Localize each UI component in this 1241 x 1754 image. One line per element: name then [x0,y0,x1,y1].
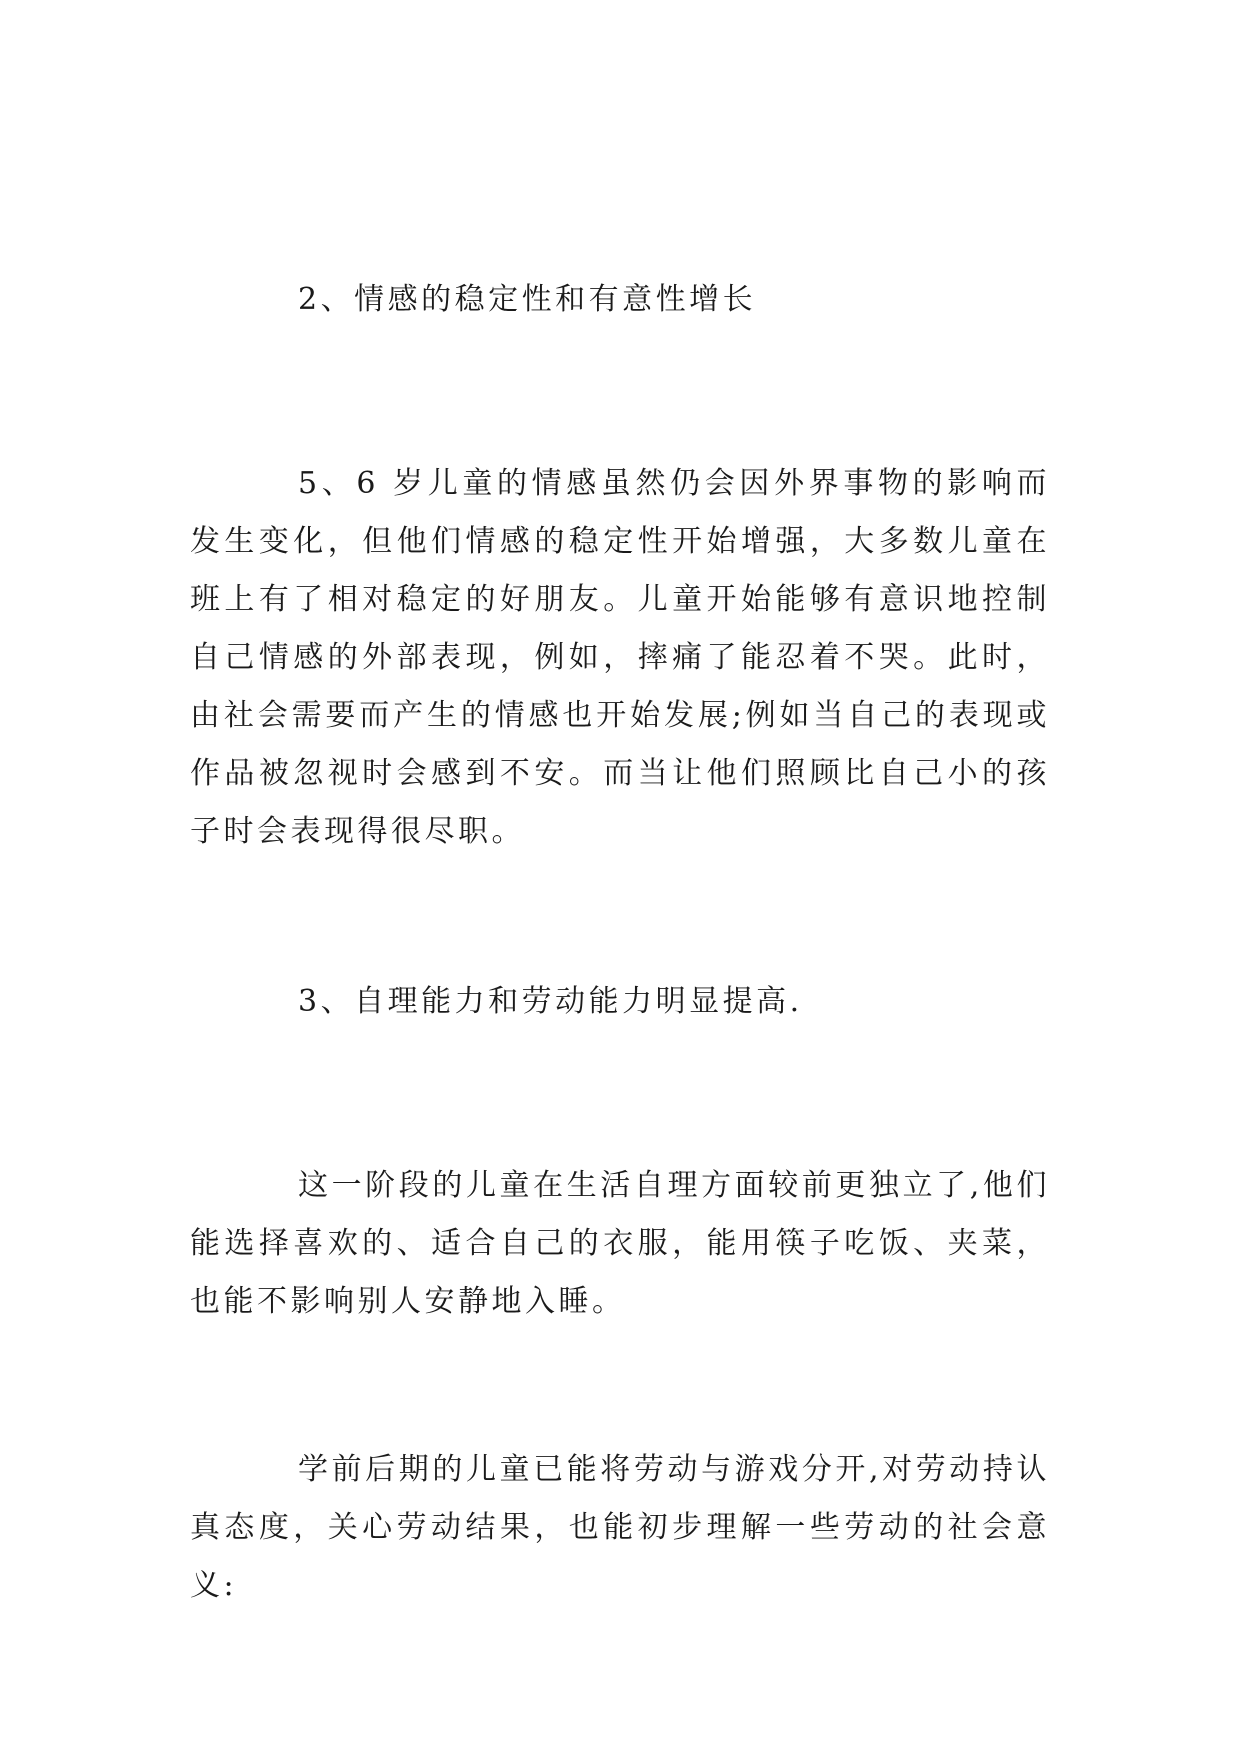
section-3-paragraph-1: 这一阶段的儿童在生活自理方面较前更独立了,他们能选择喜欢的、适合自己的衣服，能用筷子吃饭、夹菜，也能不影响别人安静地入睡。 [190,1168,1050,1319]
section-3-heading: 3、自理能力和劳动能力明显提高. [298,984,803,1019]
section-3-paragraph-2: 学前后期的儿童已能将劳动与游戏分开,对劳动持认真态度，关心劳动结果，也能初步理解一些劳动的社会意义: [190,1452,1050,1603]
section-2-heading: 2、情感的稳定性和有意性增长 [298,282,757,317]
section-2-paragraph: 5、6 岁儿童的情感虽然仍会因外界事物的影响而发生变化，但他们情感的稳定性开始增强，大多数儿童在班上有了相对稳定的好朋友。儿童开始能够有意识地控制自己情感的外部表现，例如，摔痛了能忍着不哭。此时，由社会需要而产生的情感也开始发展;例如当自己的表现或作品被忽视时会感到不安。而当让他们照顾比自己小的孩子时会表现得很尽职。 [190,466,1050,849]
